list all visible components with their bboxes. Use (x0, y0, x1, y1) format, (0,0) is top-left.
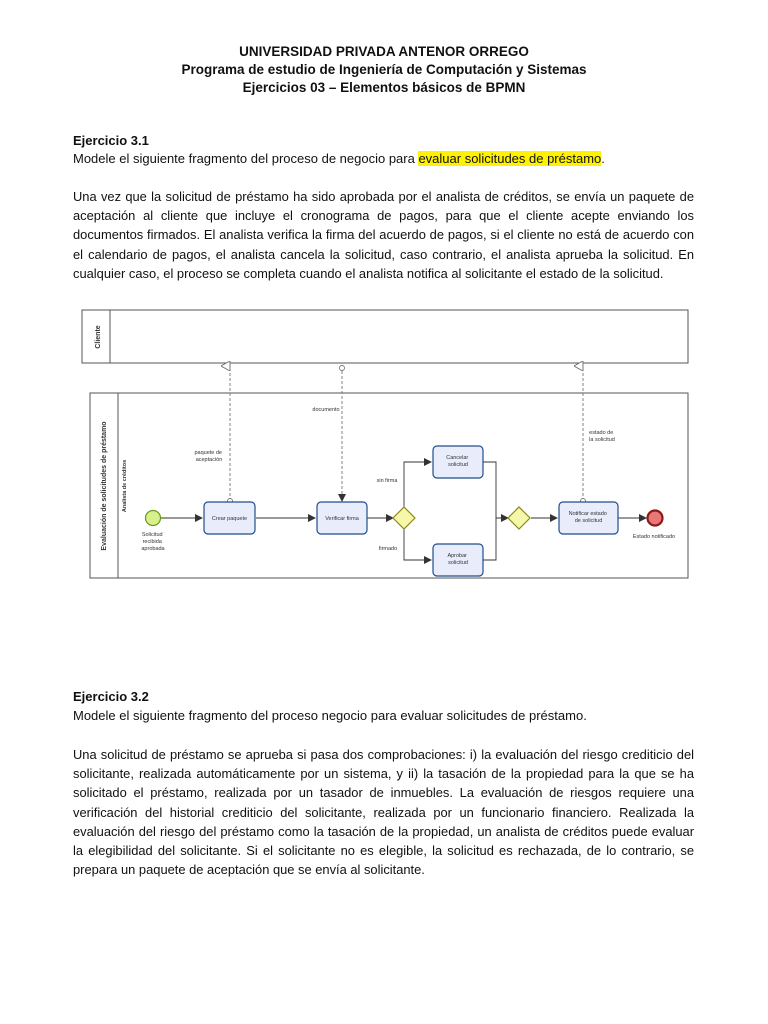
exercise-1-intro-suffix: . (601, 151, 605, 166)
start-event-label: Solicitud recibida aprobada (141, 532, 165, 552)
pool-cliente (82, 310, 688, 363)
exercise-1-body: Una vez que la solicitud de préstamo ha sido aprobada por el analista de créditos, se envía un paquete de aceptación al cliente que incluye el cronograma de pagos, para que el cliente acepte enviando los documentos firmados. El analista verifica la firma del acuerdo de pagos, si el cliente no está de acuerdo con el calendario de pagos, el analista cancela la solicitud, caso contrario, el analista aprueba la solicitud. En cualquier caso, el proceso se completa cuando el analista notifica al solicitante el estado de la solicitud. (73, 189, 694, 281)
end-event-label: Estado notificado (632, 534, 676, 540)
pool-cliente-label: Cliente (95, 325, 102, 349)
exercise-1-title: Ejercicio 3.1 (73, 133, 149, 148)
svg-text:Notificar estado de soli: Notificar estado de solicitud (568, 511, 607, 524)
exercise-2-intro: Modele el siguiente fragmento del proceso negocio para evaluar solicitudes de préstamo. (73, 708, 587, 723)
task-notificar-estado (559, 502, 618, 534)
bpmn-diagram (78, 304, 692, 586)
lane-analista-label: Analista de créditos (122, 459, 128, 513)
task-crear-paquete (204, 502, 255, 534)
exercise-1-intro-prefix: Modele el siguiente fragmento del proceso de negocio para (73, 151, 419, 166)
flow-label-firmado: firmado (378, 546, 398, 552)
message-origin-documento (340, 366, 345, 371)
message-label-paquete: paquete de aceptación (194, 450, 223, 463)
pool-evaluacion-label: Evaluación de solicitudes de préstamo (101, 421, 108, 551)
svg-text:Aprobar solicitud: Aprobar solicitud (447, 553, 468, 566)
svg-text:Verificar firma: Verificar firma (325, 516, 359, 522)
task-verificar-firma (317, 502, 367, 534)
message-label-documento: documento (312, 407, 340, 413)
exercise-2-body: Una solicitud de préstamo se aprueba si pasa dos comprobaciones: i) la evaluación del riesgo crediticio del solicitante, realizada automáticamente por un sistema, y ii) la tasación de la propiedad para la que se ha solicitado el préstamo, realizada por un tasador de inmuebles. La evaluación de riesgos requiere una verificación del historial crediticio del solicitante, realizada por un funcionario financiero. Realizada la evaluación del riesgo del préstamo como la tasación de la propiedad, un analista de créditos puede evaluar la elegibilidad del solicitante. Si el solicitante no es elegible, la solicitud es rechazada, de lo contrario, se prepara un paquete de aceptación que se envía al solicitante. (73, 747, 694, 878)
message-label-estado: estado de la solicitud (589, 430, 615, 443)
highlighted-text: evaluar solicitudes de préstamo (418, 151, 602, 166)
university-title: UNIVERSIDAD PRIVADA ANTENOR ORREGO (239, 44, 529, 59)
task-cancelar-solicitud (433, 446, 483, 478)
svg-text:Crear paquete: Crear paquete (211, 516, 248, 522)
exercise-2-title: Ejercicio 3.2 (73, 689, 149, 704)
exercise-1-intro (73, 151, 605, 166)
program-title: Programa de estudio de Ingeniería de Computación y Sistemas (181, 62, 587, 77)
document-title: Ejercicios 03 – Elementos básicos de BPMN (242, 80, 526, 95)
svg-text:Cancelar solicitud: Cancelar solicitud (446, 455, 469, 468)
start-event (146, 511, 161, 526)
end-event (648, 511, 663, 526)
task-aprobar-solicitud (433, 544, 483, 576)
flow-label-sin-firma: sin firma (376, 478, 398, 484)
